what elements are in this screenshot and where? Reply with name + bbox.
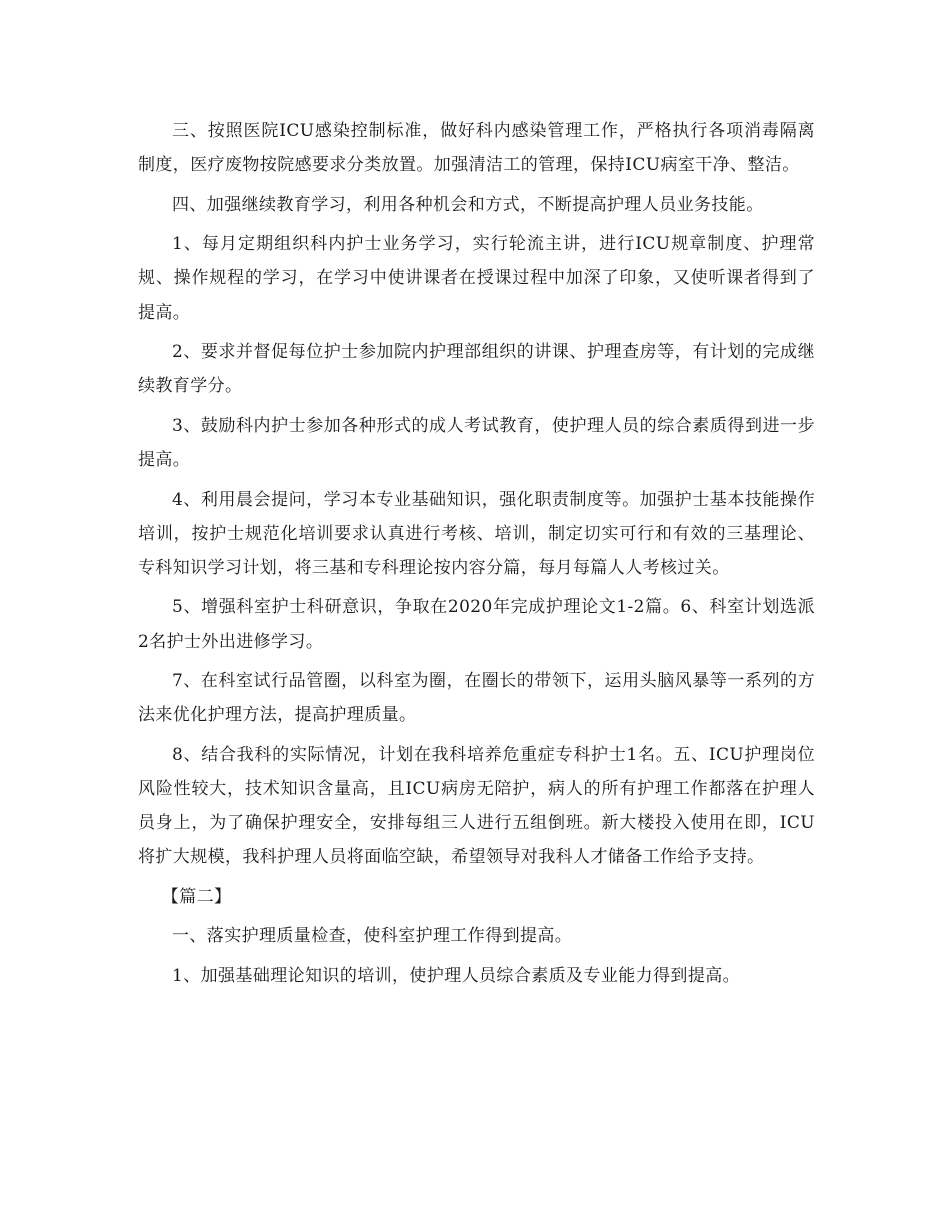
paragraph-specialist-nurse-staffing: 8、结合我科的实际情况，计划在我科培养危重症专科护士1名。五、ICU护理岗位风险性较大，技术知识含量高，且ICU病房无陪护，病人的所有护理工作都落在护理人员身上，为了确保护理安全，安排每组三人进行五组倒班。新大楼投入使用在即，ICU将扩大规模，我科护理人员将面临空缺，希望领导对我科人才储备工作给予支持。 — [138, 744, 815, 868]
paragraph-basic-theory-training: 1、加强基础理论知识的培训，使护理人员综合素质及专业能力得到提高。 — [172, 965, 741, 986]
paragraph-research-awareness: 5、增强科室护士科研意识，争取在2020年完成护理论文1-2篇。6、科室计划选派2名护士外出进修学习。 — [138, 597, 815, 652]
document-body — [138, 114, 815, 998]
paragraph-quality-inspection: 一、落实护理质量检查，使科室护理工作得到提高。 — [172, 926, 573, 947]
paragraph-morning-meeting-training: 4、利用晨会提问，学习本专业基础知识，强化职责制度等。加强护士基本技能操作培训，按护士规范化培训要求认真进行考核、培训，制定切实可行和有效的三基理论、专科知识学习计划，将三基和专科理论按内容分篇，每月每篇人人考核过关。 — [138, 489, 815, 578]
paragraph-icu-infection-control: 三、按照医院ICU感染控制标准，做好科内感染管理工作，严格执行各项消毒隔离制度，医疗废物按院感要求分类放置。加强清洁工的管理，保持ICU病室干净、整洁。 — [138, 121, 815, 176]
paragraph-quality-circle: 7、在科室试行品管圈，以科室为圈，在圈长的带领下，运用头脑风暴等一系列的方法来优化护理方法，提高护理质量。 — [138, 671, 815, 726]
paragraph-adult-exam-education: 3、鼓励科内护士参加各种形式的成人考试教育，使护理人员的综合素质得到进一步提高。 — [138, 415, 815, 471]
paragraph-monthly-study: 1、每月定期组织科内护士业务学习，实行轮流主讲，进行ICU规章制度、护理常规、操作规程的学习，在学习中使讲课者在授课过程中加深了印象，又使听课者得到了提高。 — [138, 234, 815, 323]
paragraph-continuing-education: 四、加强继续教育学习，利用各种机会和方式，不断提高护理人员业务技能。 — [172, 194, 764, 215]
section-heading: 【篇二】 — [161, 886, 232, 907]
paragraph-lectures-credits: 2、要求并督促每位护士参加院内护理部组织的讲课、护理查房等，有计划的完成继续教育学分。 — [138, 342, 815, 397]
